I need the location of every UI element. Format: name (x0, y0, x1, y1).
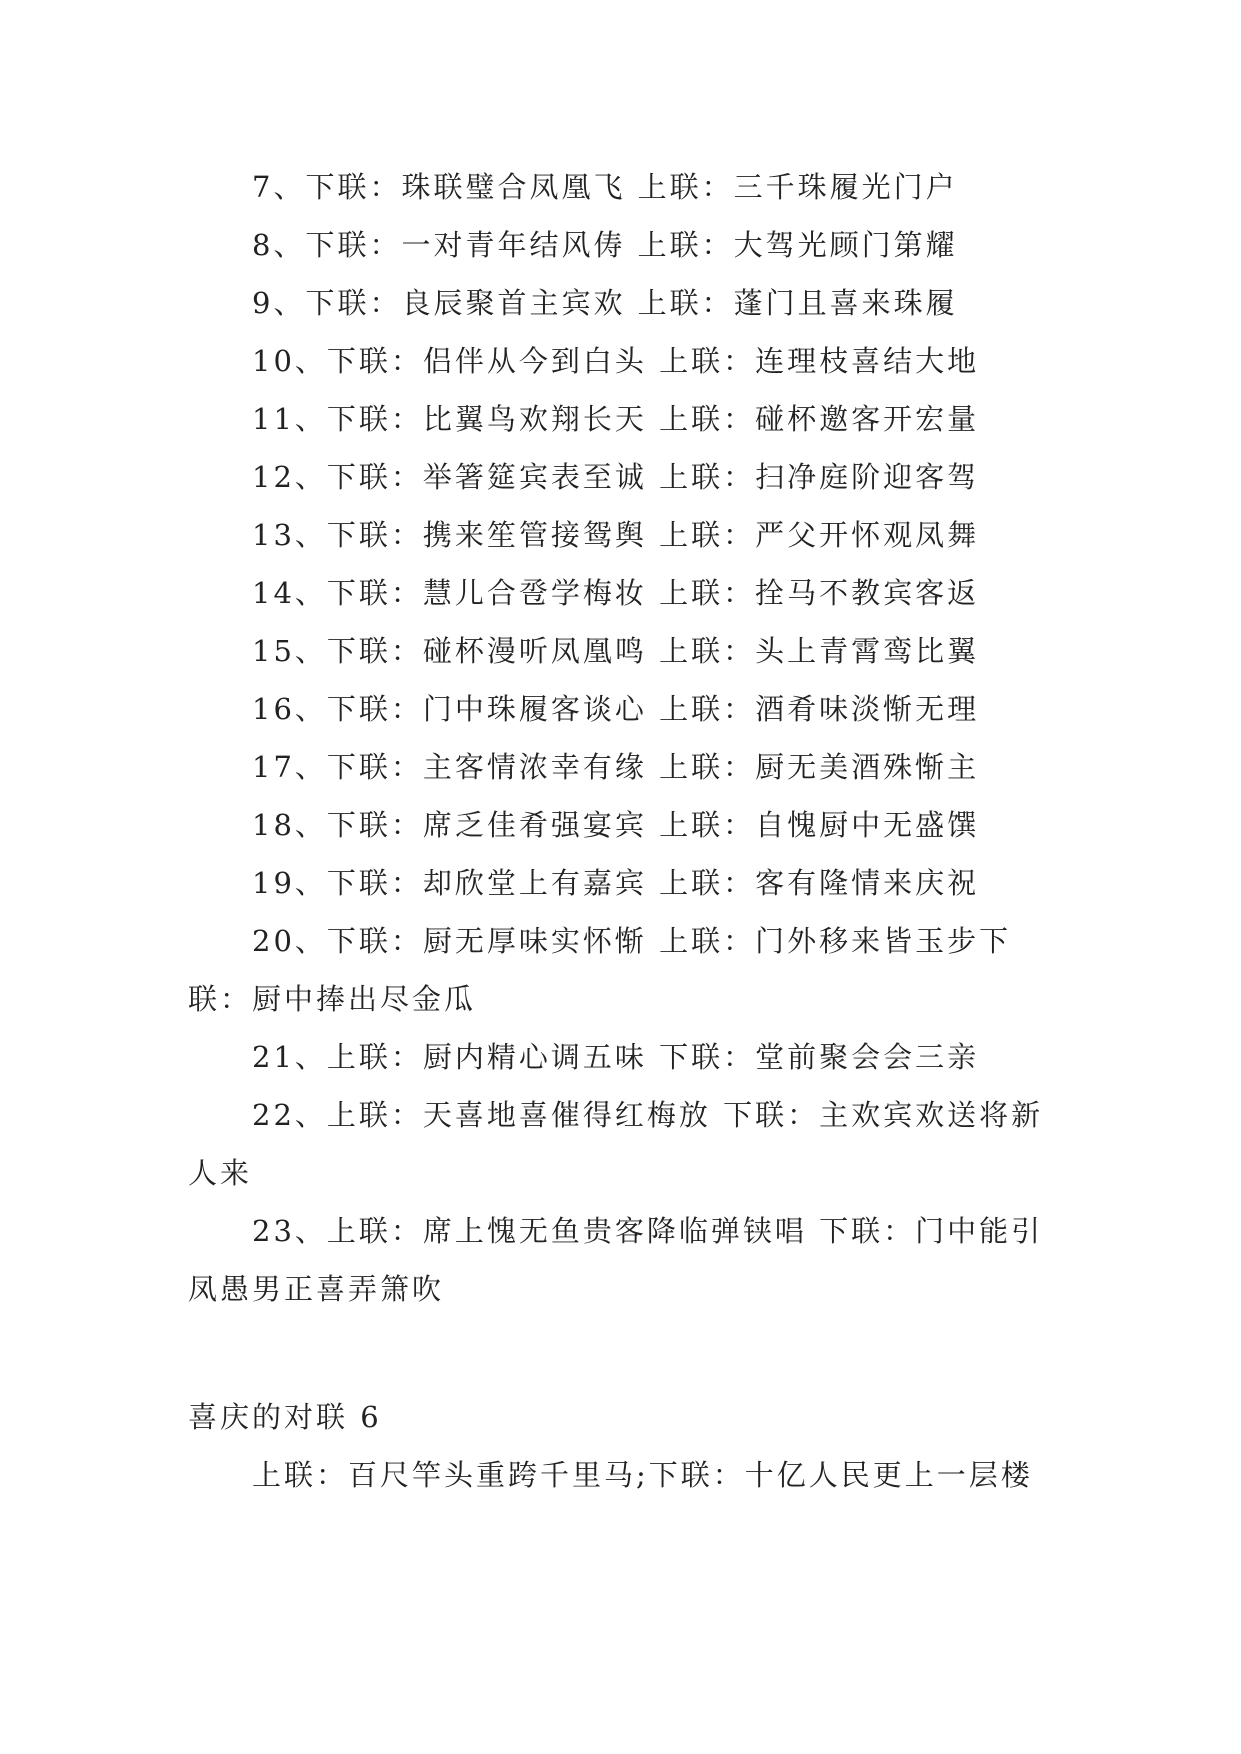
couplet-item: 20、下联：厨无厚味实怀惭 上联：门外移来皆玉步下联：厨中捧出尽金瓜 (188, 924, 1012, 1016)
couplet-item: 21、上联：厨内精心调五味 下联：堂前聚会会三亲 (252, 1040, 980, 1074)
couplet-item: 23、上联：席上愧无鱼贵客降临弹铗唱 下联：门中能引凤愚男正喜弄箫吹 (188, 1214, 1044, 1306)
couplet-item: 10、下联：侣伴从今到白头 上联：连理枝喜结大地 (252, 344, 980, 378)
couplet-item: 7、下联：珠联璧合凤凰飞 上联：三千珠履光门户 (252, 170, 958, 204)
section-body: 上联：百尺竿头重跨千里马;下联：十亿人民更上一层楼 (252, 1458, 1033, 1492)
document-page (188, 158, 1048, 1504)
couplet-item: 9、下联：良辰聚首主宾欢 上联：蓬门且喜来珠履 (252, 286, 958, 320)
couplet-item: 15、下联：碰杯漫听凤凰鸣 上联：头上青霄鸾比翼 (252, 634, 980, 668)
couplet-item: 14、下联：慧儿合卺学梅妆 上联：拴马不教宾客返 (252, 576, 980, 610)
couplet-item: 17、下联：主客情浓幸有缘 上联：厨无美酒殊惭主 (252, 750, 980, 784)
section-spacer (188, 1318, 1048, 1388)
couplet-item: 13、下联：携来笙管接鸳舆 上联：严父开怀观凤舞 (252, 518, 980, 552)
couplet-item: 8、下联：一对青年结风俦 上联：大驾光顾门第耀 (252, 228, 958, 262)
couplet-item: 22、上联：天喜地喜催得红梅放 下联：主欢宾欢送将新人来 (188, 1098, 1044, 1190)
couplet-item: 16、下联：门中珠履客谈心 上联：酒肴味淡惭无理 (252, 692, 980, 726)
section-title: 喜庆的对联 6 (188, 1400, 382, 1434)
couplet-item: 11、下联：比翼鸟欢翔长天 上联：碰杯邀客开宏量 (252, 402, 980, 436)
couplet-item: 12、下联：举箸筵宾表至诚 上联：扫净庭阶迎客驾 (252, 460, 980, 494)
couplet-item: 18、下联：席乏佳肴强宴宾 上联：自愧厨中无盛馔 (252, 808, 980, 842)
couplet-item: 19、下联：却欣堂上有嘉宾 上联：客有隆情来庆祝 (252, 866, 980, 900)
